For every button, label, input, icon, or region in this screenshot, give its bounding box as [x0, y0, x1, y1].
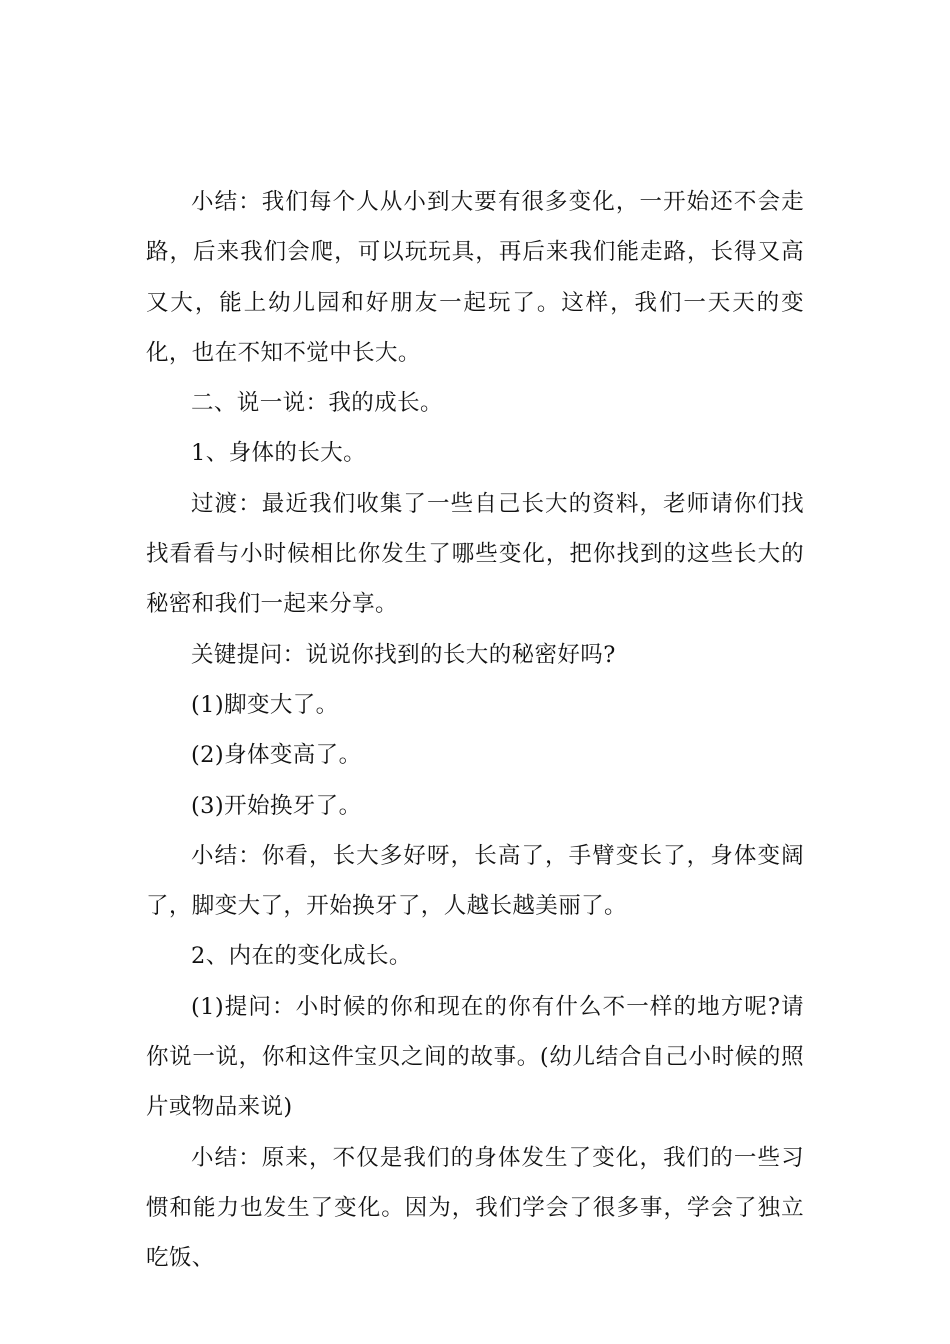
list-item-feet: (1)脚变大了。 — [191, 691, 339, 718]
summary-paragraph-1: 小结：我们每个人从小到大要有很多变化，一开始还不会走路，后来我们会爬，可以玩玩具，再后来我们能走路，长得又高又大，能上幼儿园和好朋友一起玩了。这样，我们一天天的变化，也在不知不觉中长大。 — [146, 189, 804, 366]
subsection-heading-inner-growth: 2、内在的变化成长。 — [191, 943, 412, 970]
subsection-heading-body-growth: 1、身体的长大。 — [191, 440, 367, 467]
transition-paragraph: 过渡：最近我们收集了一些自己长大的资料，老师请你们找找看看与小时候相比你发生了哪些变化，把你找到的这些长大的秘密和我们一起来分享。 — [146, 490, 804, 618]
document-body — [146, 177, 804, 1284]
question-paragraph: (1)提问：小时候的你和现在的你有什么不一样的地方呢?请你说一说，你和这件宝贝之间的故事。(幼儿结合自己小时候的照片或物品来说) — [146, 993, 804, 1121]
summary-paragraph-2: 小结：你看，长大多好呀，长高了，手臂变长了，身体变阔了，脚变大了，开始换牙了，人越长越美丽了。 — [146, 842, 804, 920]
summary-paragraph-3: 小结：原来，不仅是我们的身体发生了变化，我们的一些习惯和能力也发生了变化。因为，我们学会了很多事，学会了独立吃饭、 — [146, 1144, 804, 1272]
list-item-teeth: (3)开始换牙了。 — [191, 792, 362, 819]
key-question-paragraph: 关键提问：说说你找到的长大的秘密好吗? — [191, 641, 616, 668]
section-heading-2: 二、说一说：我的成长。 — [191, 390, 443, 417]
list-item-height: (2)身体变高了。 — [191, 742, 362, 769]
